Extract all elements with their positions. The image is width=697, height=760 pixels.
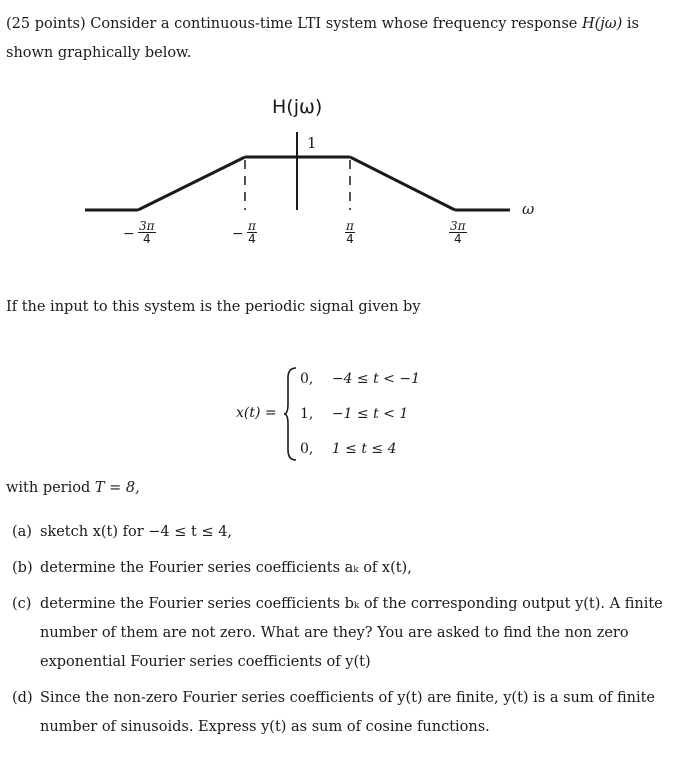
response-falling-edge <box>350 157 455 210</box>
item-label: (d) <box>12 690 33 706</box>
period-line: with period T = 8, <box>6 480 140 496</box>
points-label: (25 points) <box>6 16 86 32</box>
item-text: sketch x(t) for −4 ≤ t ≤ 4, <box>40 524 233 540</box>
item-label: (c) <box>12 596 32 612</box>
figure-title: H(jω) <box>272 96 323 118</box>
tick-sign: − <box>232 226 244 242</box>
item-text: determine the Fourier series coefficients bₖ of the corresponding output y(t). A finite number of them are not zero. What are they? You are asked to find the non zero exponential Fourier series coefficients of y(t) <box>40 596 663 670</box>
case-row: 1, −1 ≤ t < 1 <box>300 406 409 422</box>
tick-sign: − <box>123 226 135 242</box>
question-item <box>12 590 687 677</box>
peak-label: 1 <box>307 134 317 152</box>
tick-label: $\frac{\pi}{4}$ <box>248 219 256 246</box>
signal-lhs: x(t) = <box>236 405 277 421</box>
question-item <box>12 518 687 547</box>
tick-label: $\frac{3\pi}{4}$ <box>139 219 155 246</box>
tick-label: $\frac{\pi}{4}$ <box>346 219 354 246</box>
response-symbol: H(jω) <box>581 16 623 32</box>
response-rising-edge <box>138 157 245 210</box>
question-item <box>12 554 687 583</box>
input-sentence: If the input to this system is the periodic signal given by <box>6 299 421 315</box>
item-text: Since the non-zero Fourier series coefficients of y(t) are finite, y(t) is a sum of finite number of sinusoids. Express y(t) as sum of cosine functions. <box>40 690 656 735</box>
item-label: (a) <box>12 524 32 540</box>
item-label: (b) <box>12 560 33 576</box>
item-text: determine the Fourier series coefficients aₖ of x(t), <box>40 560 412 576</box>
case-row: 0, 1 ≤ t ≤ 4 <box>300 441 397 457</box>
case-row: 0, −4 ≤ t < −1 <box>300 371 420 387</box>
question-item <box>12 684 687 742</box>
omega-axis-label: ω <box>522 200 535 218</box>
left-brace <box>283 366 299 462</box>
intro-text: Consider a continuous-time LTI system whose frequency response <box>90 16 578 32</box>
tick-label: $\frac{3\pi}{4}$ <box>450 219 466 246</box>
intro-text-end: is shown graphically below. <box>6 16 639 61</box>
period-value: T = 8, <box>94 480 140 496</box>
